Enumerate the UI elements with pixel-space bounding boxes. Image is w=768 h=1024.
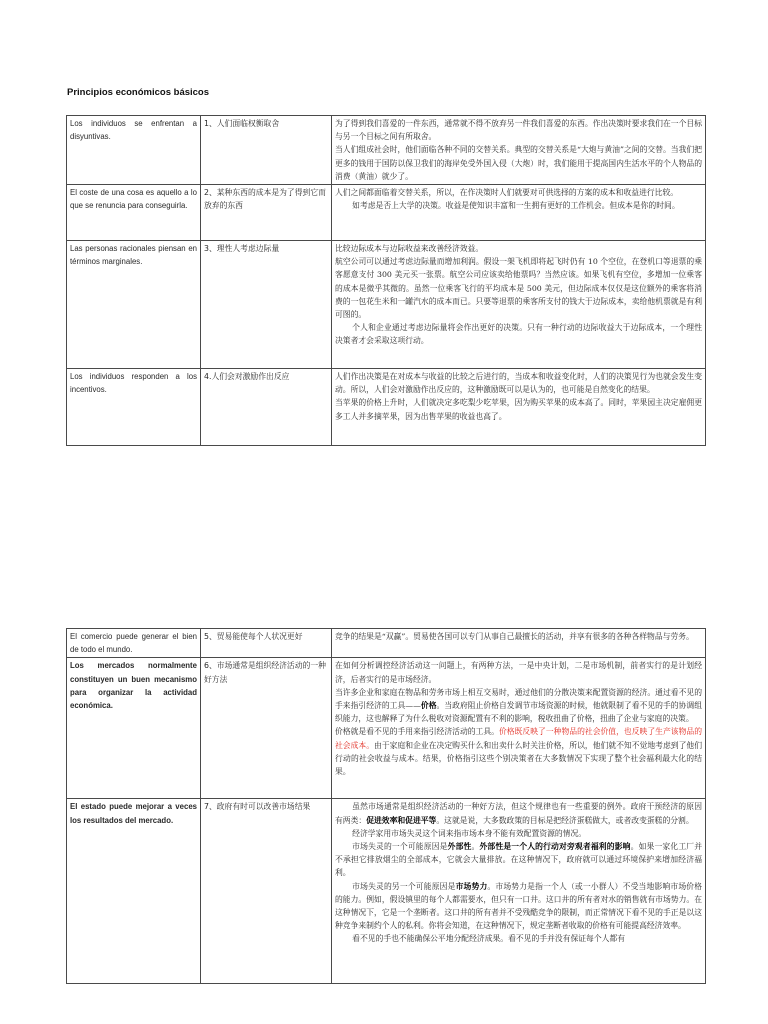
- paragraph: 当人们组成社会时，他们面临各种不同的交替关系。典型的交替关系是“大炮与黄油”之间的交替。当我们把更多的钱用于国防以保卫我们的海岸免受外国入侵（大炮）时，我们能用于提高国内生活水平的个人物品的消费（黄油）就少了。: [335, 145, 702, 181]
- paragraph: [335, 800, 702, 826]
- paragraph: 如考虑是否上大学的决策。收益是使知识丰富和一生拥有更好的工作机会。但成本是你的时间。: [352, 201, 680, 211]
- principle-explanation: [332, 658, 706, 799]
- text-run: 。这就是说，大多数政策的目标是把经济蛋糕做大，或者改变蛋糕的分割。: [436, 815, 694, 825]
- paragraph: 看不见的手也不能确保公平地分配经济成果。看不见的手并没有保证每个人都有: [352, 934, 626, 944]
- document-title: Principios económicos básicos: [67, 87, 210, 98]
- highlighted-text: 价格既反映了一种物品的社会价值，也反映了生产该物品的社会成本。: [335, 727, 702, 750]
- principle-spanish: [67, 658, 201, 799]
- principle-explanation: [332, 799, 706, 984]
- principle-explanation: [332, 116, 706, 185]
- paragraph: 个人和企业通过考虑边际量将会作出更好的决策。只有一种行动的边际收益大于边际成本，一个理性决策者才会采取这项行动。: [335, 323, 702, 346]
- paragraph: 航空公司可以通过考虑边际量而增加利润。假设一架飞机即将起飞时仍有 10 个空位，在登机口等退票的乘客愿意支付 300 美元买一张票。航空公司应该卖给他票吗？当然应该。如果飞机有空位，多增加一位乘客的成本是微乎其微的。虽然一位乘客飞行的平均成本是 500 美元，但边际成本仅仅是这位额外的乘客将消费的一包花生米和一罐汽水的成本而已。只要等退票的乘客所支付的钱大于边际成本，卖给他机票就是有利可图的。: [335, 257, 702, 320]
- text-run: 价格就是看不见的手用来指引经济活动的工具。: [335, 727, 499, 737]
- principle-spanish: Los individuos responden a los incentivos.: [67, 369, 201, 446]
- table-row: [67, 369, 706, 446]
- principle-spanish: [67, 799, 201, 984]
- text-run: 。如果一家化工厂并不承担它排放烟尘的全部成本，它就会大量排放。在这种情况下，政府就可以通过环境保护来增加经济福利。: [335, 842, 703, 878]
- paragraph: [335, 840, 702, 880]
- table-row: [67, 241, 706, 369]
- bold-term: 外部性是一个人的行动对旁观者福利的影响: [479, 842, 631, 852]
- principle-chinese-title: 1、人们面临权衡取舍: [201, 116, 332, 185]
- bold-term: 价格: [420, 701, 437, 711]
- paragraph: 在如何分析调控经济活动这一问题上，有两种方法，一是中央计划，二是市场机制，前者实行的是计划经济，后者实行的是市场经济。: [335, 661, 702, 684]
- text-run: 市场失灵的另一个可能原因是: [352, 881, 456, 891]
- table-row: [67, 629, 706, 658]
- paragraph: [335, 880, 702, 933]
- principle-chinese-title: 6、市场通常是组织经济活动的一种好方法: [201, 658, 332, 799]
- principle-chinese-title: 2、某种东西的成本是为了得到它而放弃的东西: [201, 185, 332, 241]
- principle-label: Los mercados normalmente constituyen un buen mecanismo para organizar la actividad económica.: [70, 661, 197, 711]
- principle-chinese-title: 7、政府有时可以改善市场结果: [201, 799, 332, 984]
- table-row: [67, 799, 706, 984]
- paragraph: 比较边际成本与边际收益来改善经济效益。: [335, 244, 484, 254]
- table-row: [67, 185, 706, 241]
- text-run: 由于家庭和企业在决定购买什么和出卖什么时关注价格，所以，他们就不知不觉地考虑到了他们行动的社会收益与成本。结果，价格指引这些个别决策者在大多数情况下实现了整个社会福利最大化的结果。: [335, 740, 702, 777]
- paragraph: 经济学家用市场失灵这个词来指市场本身不能有效配置资源的情况。: [352, 828, 587, 838]
- text-run: 市场失灵的一个可能原因是: [352, 842, 448, 852]
- principle-spanish: Las personas racionales piensan en términos marginales.: [67, 241, 201, 369]
- table-row: [67, 116, 706, 185]
- principle-explanation: [332, 629, 706, 658]
- bold-term: 外部性: [447, 842, 472, 852]
- principle-chinese-title: 5、贸易能使每个人状况更好: [201, 629, 332, 658]
- principle-explanation: [332, 241, 706, 369]
- paragraph: 为了得到我们喜爱的一件东西，通常就不得不放弃另一件我们喜爱的东西。作出决策时要求我们在一个目标与另一个目标之间有所取舍。: [335, 119, 702, 142]
- paragraph: [335, 725, 702, 778]
- principle-spanish: El coste de una cosa es aquello a lo que se renuncia para conseguirla.: [67, 185, 201, 241]
- principles-table-2: [66, 628, 706, 984]
- principle-explanation: [332, 369, 706, 446]
- principle-spanish: El comercio puede generar el bien de todo el mundo.: [67, 629, 201, 658]
- bold-term: 促进效率和促进平等: [366, 815, 437, 825]
- principle-spanish: Los individuos se enfrentan a disyuntivas.: [67, 116, 201, 185]
- text-run: 当许多企业和家庭在物品和劳务市场上相互交易时，通过他们的分散决策来配置资源的经济。通过看不见的手来指引经济的工具——: [335, 687, 702, 711]
- bold-term: 市场势力: [455, 881, 488, 891]
- table-row: [67, 658, 706, 799]
- paragraph: 人们之间都面临着交替关系，所以，在作决策时人们就要对可供选择的方案的成本和收益进行比较。: [335, 188, 679, 198]
- text-run: 。当政府阻止价格自发调节市场资源的时候，他就限制了看不见的手的协调组织能力，这也解释了为什么税收对资源配置有不利的影响，税收扭曲了价格，扭曲了企业与家庭的决策。: [335, 701, 703, 724]
- principle-explanation: [332, 185, 706, 241]
- text-run: 虽然市场通常是组织经济活动的一种好方法，但这个规律也有一些重要的例外。政府干预经济的原因有两类：: [335, 802, 702, 825]
- text-run: 。: [471, 842, 480, 852]
- text-run: 。市场势力是指一个人（或一小群人）不受当地影响市场价格的能力。例如，假设镇里的每个人都需要水，但只有一口井。这口井的所有者对水的销售就有市场势力。在这种情况下，它是一个垄断者。这口井的所有者并不受残酷竞争的限制，而正常情况下看不见的手正是以这种竞争来制约个人的私利。你将会知道，在这种情况下，规定垄断者收取的价格有可能提高经济效率。: [335, 881, 703, 931]
- paragraph: 人们作出决策是在对成本与收益的比较之后进行的，当成本和收益变化时，人们的决策见行为也就会发生变动。所以，人们会对激励作出反应的，这种激励既可以是认为的，也可能是自然变化的结果。: [335, 372, 702, 395]
- principle-label: El estado puede mejorar a veces los resultados del mercado.: [70, 802, 197, 825]
- paragraph: 竞争的结果是“双赢”。贸易使各国可以专门从事自己最擅长的活动，并享有很多的各种各样物品与劳务。: [335, 632, 694, 641]
- paragraph: [335, 686, 702, 726]
- principle-chinese-title: 3、理性人考虑边际量: [201, 241, 332, 369]
- principles-table-1: [66, 115, 706, 446]
- principle-chinese-title: 4.人们会对激励作出反应: [201, 369, 332, 446]
- paragraph: 当苹果的价格上升时，人们就决定多吃梨少吃苹果，因为购买苹果的成本高了。同时，苹果园主决定雇佣更多工人并多摘苹果，因为出售苹果的收益也高了。: [335, 398, 702, 421]
